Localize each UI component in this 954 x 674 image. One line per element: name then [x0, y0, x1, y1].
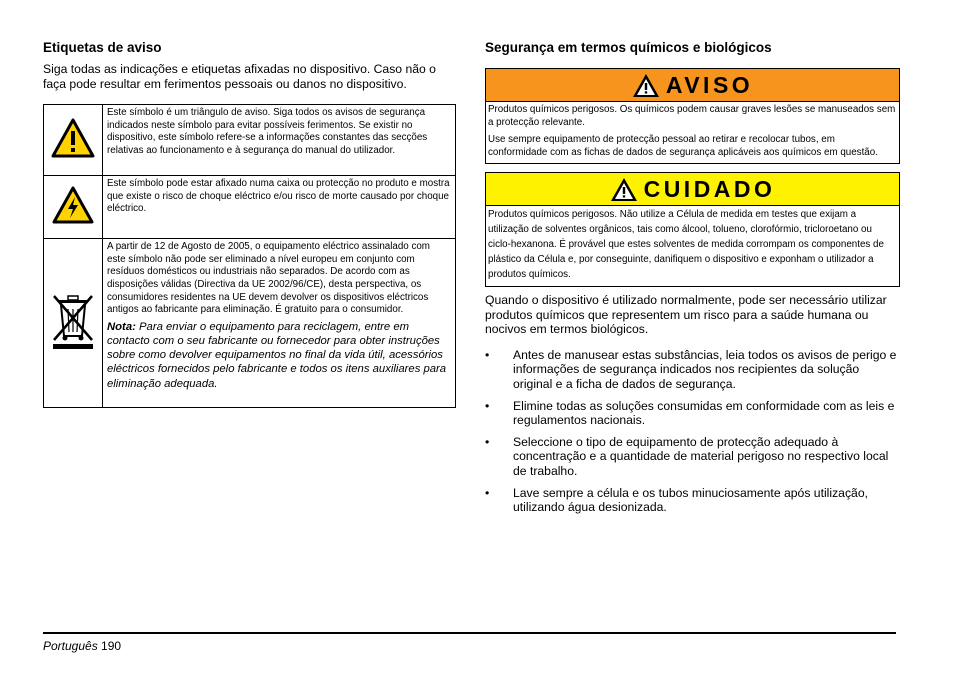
- icon-cell: [44, 105, 103, 176]
- left-column: [43, 40, 456, 408]
- safety-bullet-list: [485, 348, 900, 515]
- page-footer: [43, 639, 121, 653]
- list-item: [485, 348, 900, 392]
- warning-triangle-icon: [632, 73, 660, 98]
- section-heading-warning-labels: Etiquetas de aviso: [43, 40, 162, 55]
- aviso-box: [485, 68, 900, 164]
- aviso-body: [486, 102, 899, 163]
- footer-language: Português: [43, 639, 98, 653]
- list-item: [485, 435, 900, 479]
- icon-cell: [44, 176, 103, 239]
- list-item: [485, 399, 900, 428]
- section-heading-chemical-safety: Segurança em termos químicos e biológicos: [485, 40, 772, 55]
- note-text: Para enviar o equipamento para reciclagem, entre em contacto com o seu fabricante ou fornecedor para obter instruções sobre como devolver equipamentos no final da vida útil, acessórios eléctricos fornecidos pelo fabricante e todos os itens auxiliares para eliminação adequada.: [107, 320, 447, 390]
- chemical-intro: Quando o dispositivo é utilizado normalmente, pode ser necessário utilizar produtos químicos que representem um risco para a saúde humana ou nocivos em termos biológicos.: [485, 293, 887, 337]
- bullet-marker: •: [485, 398, 490, 413]
- list-item-text: Elimine todas as soluções consumidas em conformidade com as leis e regulamentos nacionais.: [513, 398, 895, 428]
- aviso-paragraph: Use sempre equipamento de protecção pessoal ao retirar e recolocar tubos, em conformidade com as fichas de dados de segurança aplicáveis aos químicos em questão.: [488, 134, 878, 158]
- table-cell-text: [103, 176, 456, 239]
- table-row: [44, 105, 456, 176]
- table-row: [44, 239, 456, 408]
- cuidado-paragraph: Produtos químicos perigosos. Não utilize a Célula de medida em testes que exijam a utilização de solventes orgânicos, tais como álcool, tolueno, clorofórmio, tricloroetano ou ciclo-hexanona. É provável que estes solventes de medida corrompam os componentes de plástico da Célula e, por conseguinte, danifiquem o dispositivo e exponham o utilizador a produtos químicos.: [488, 209, 884, 280]
- aviso-header: [486, 69, 899, 102]
- bullet-marker: •: [485, 485, 490, 500]
- list-item-text: Antes de manusear estas substâncias, leia todos os avisos de perigo e informações de segurança indicados nos recipientes da solução original e a ficha de dados de segurança.: [513, 347, 897, 391]
- aviso-paragraph: Produtos químicos perigosos. Os químicos podem causar graves lesões se manuseados sem a protecção relevante.: [488, 104, 896, 128]
- icon-cell: [44, 239, 103, 408]
- bullet-marker: •: [485, 434, 490, 449]
- recycling-note: [107, 320, 451, 391]
- table-cell-text: [103, 105, 456, 176]
- crossed-bin-icon: [49, 290, 97, 352]
- footer-page-number: 190: [101, 639, 122, 653]
- symbol-description: Este símbolo é um triângulo de aviso. Siga todos os avisos de segurança indicados neste símbolo para evitar possíveis ferimentos. Se existir no dispositivo, este símbolo refere-se a informações constantes das secções relativas ao funcionamento e à segurança do manual do utilizador.: [107, 107, 428, 156]
- warning-triangle-icon: [50, 117, 96, 159]
- bullet-marker: •: [485, 347, 490, 362]
- right-column: [485, 40, 900, 522]
- table-cell-text: [103, 239, 456, 408]
- list-item: [485, 486, 900, 515]
- cuidado-header: [486, 173, 899, 206]
- symbol-description: A partir de 12 de Agosto de 2005, o equipamento eléctrico assinalado com este símbolo não pode ser eliminado a nível europeu em conjunto com resíduos domésticos ou industriais não separados. De acordo com as disposições válidas (Directiva da UE 2002/96/CE), desta perspectiva, os consumidores residentes na UE devem devolver os dispositivos eléctricos antigos ao fabricante para eliminação. É gratuito para o consumidor.: [107, 241, 430, 316]
- symbol-description: Este símbolo pode estar afixado numa caixa ou protecção no produto e mostra que existe o risco de choque eléctrico e/ou risco de morte causado por choque eléctrico.: [107, 178, 450, 215]
- electric-shock-icon: [51, 185, 95, 225]
- note-label: Nota:: [107, 320, 136, 333]
- cuidado-title: CUIDADO: [643, 175, 776, 202]
- symbols-table: [43, 104, 456, 408]
- cuidado-body: [486, 206, 899, 286]
- table-row: [44, 176, 456, 239]
- warning-labels-intro: Siga todas as indicações e etiquetas afixadas no dispositivo. Caso não o faça pode resultar em ferimentos pessoais ou danos no dispositivo.: [43, 62, 436, 91]
- aviso-title: AVISO: [665, 71, 754, 98]
- cuidado-box: [485, 172, 900, 287]
- list-item-text: Lave sempre a célula e os tubos minuciosamente após utilização, utilizando água desionizada.: [513, 485, 868, 515]
- list-item-text: Seleccione o tipo de equipamento de protecção adequado à concentração e a quantidade de material perigoso no respectivo local de trabalho.: [513, 434, 889, 478]
- footer-rule: [43, 632, 896, 634]
- warning-triangle-icon: [610, 177, 638, 202]
